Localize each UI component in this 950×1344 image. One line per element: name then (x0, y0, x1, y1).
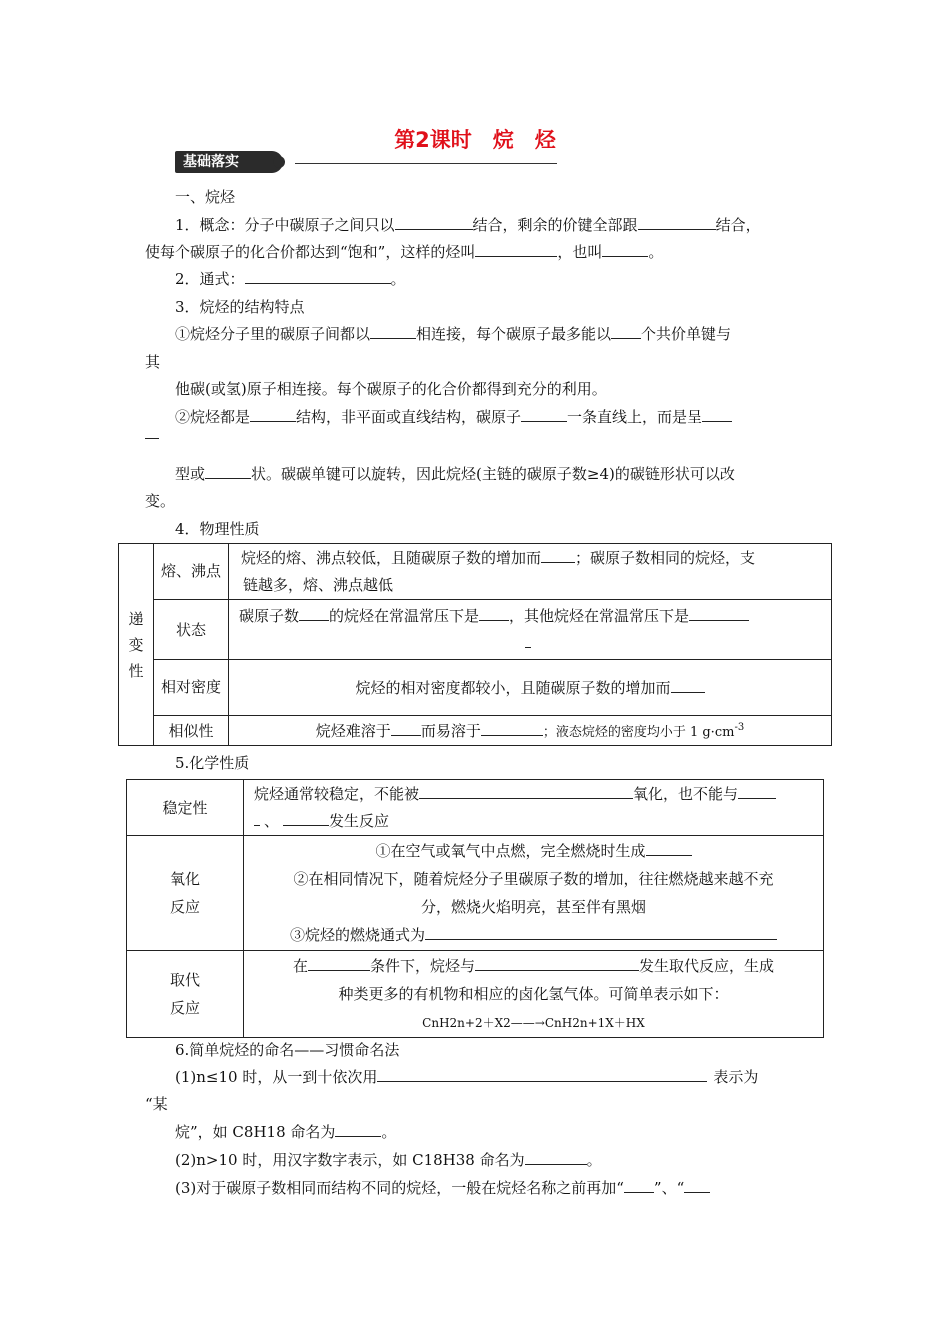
table-cell: 烷烃的熔、沸点较低，且随碳原子数的增加而 ；碳原子数相同的烷烃，支 链越多，熔、沸点越低 (229, 544, 832, 600)
para-naming-1: (1)n≤10 时，从一到十依次用 表示为 (175, 1068, 759, 1086)
blank-field[interactable] (145, 438, 159, 439)
blank-field[interactable] (521, 407, 567, 422)
table-row-header: 状态 (154, 600, 229, 660)
para-structure-1-wrap: 其 (145, 353, 161, 371)
para-structure-2: ②烷烃都是 结构，非平面或直线结构，碳原子 一条直线上，而是呈 (175, 406, 732, 427)
blank-field[interactable] (245, 269, 391, 284)
blank-field[interactable] (395, 215, 473, 230)
blank-field[interactable] (541, 548, 575, 563)
blank-field[interactable] (299, 606, 329, 621)
para-structure-2-cont: 型或 状。碳碳单键可以旋转，因此烷烃(主链的碳原子数≥4)的碳链形状可以改 (175, 465, 735, 483)
table-cell: 烷烃难溶于 而易溶于 ；液态烷烃的密度均小于 1 $g\cdot cm^{-3}$ (229, 716, 832, 746)
blank-field[interactable] (525, 633, 531, 648)
blank-field[interactable] (481, 721, 543, 736)
table-cell: 烷烃通常较稳定，不能被 氧化，也不能与 、 发生反应 (244, 780, 824, 836)
section-heading: 一、烷烃 (175, 188, 236, 206)
table-row-header: 氧化 反应 (127, 836, 244, 951)
blank-field[interactable] (475, 242, 557, 257)
blank-field[interactable] (738, 784, 776, 799)
blank-field[interactable] (689, 606, 749, 621)
page-title: 第2课时 烷 烃 (394, 128, 556, 152)
blank-field[interactable] (611, 324, 641, 339)
section-banner: 基础落实 (175, 151, 283, 173)
para-naming-1-wrap: “某 (145, 1095, 168, 1113)
blank-field[interactable] (391, 721, 421, 736)
table-group-label: 递变性 (119, 544, 154, 746)
chemical-properties-table (126, 779, 824, 1038)
physical-properties-table (118, 543, 832, 746)
blank-field[interactable] (684, 1178, 710, 1193)
table-row-header: 稳定性 (127, 780, 244, 836)
blank-field[interactable] (425, 925, 777, 940)
blank-field[interactable] (283, 811, 329, 826)
para-heading: 6.简单烷烃的命名——习惯命名法 (175, 1041, 400, 1059)
blank-field[interactable] (377, 1067, 707, 1082)
table-row-header: 相似性 (154, 716, 229, 746)
substitution-formula: CnH2n+2＋X2——→CnH2n+1X＋HX (422, 1015, 645, 1030)
para-naming-3: (3)对于碳原子数相同而结构不同的烷烃，一般在烷烃名称之前再加“ ”、“ (175, 1177, 710, 1198)
table-cell: 碳原子数 的烷烃在常温常压下是 ，其他烷烃在常温常压下是 (229, 600, 832, 660)
blank-field[interactable] (205, 464, 251, 479)
blank-field[interactable] (370, 324, 416, 339)
table-row-header: 熔、沸点 (154, 544, 229, 600)
table-cell: ①在空气或氧气中点燃，完全燃烧时生成 ②在相同情况下，随着烷烃分子里碳原子数的增加，往往燃烧越来越不充 分，燃烧火焰明亮，甚至伴有黑烟 ③烷烃的燃烧通式为 (244, 836, 824, 951)
para-structure-1-cont: 他碳(或氢)原子相连接。每个碳原子的化合价都得到充分的利用。 (175, 380, 607, 398)
para-concept-cont: 使每个碳原子的化合价都达到“饱和”，这样的烃叫 ，也叫 。 (145, 243, 664, 261)
para-naming-1-cont: 烷”，如 C8H18 命名为 。 (175, 1123, 397, 1141)
blank-field[interactable] (646, 841, 692, 856)
table-cell: 烷烃的相对密度都较小，且随碳原子数的增加而 (229, 660, 832, 716)
para-structure-1: ①烷烃分子里的碳原子间都以 相连接，每个碳原子最多能以 个共价单键与 (175, 325, 732, 343)
para-formula: 2．通式： 。 (175, 270, 406, 288)
banner-rule (295, 163, 557, 164)
table-row-header: 取代 反应 (127, 951, 244, 1038)
blank-field[interactable] (419, 784, 633, 799)
blank-field[interactable] (671, 678, 705, 693)
blank-field[interactable] (475, 956, 639, 971)
blank-field[interactable] (308, 956, 370, 971)
blank-field[interactable] (525, 1150, 587, 1165)
para-concept: 1．概念：分子中碳原子之间只以 结合，剩余的价键全部跟 结合， (175, 216, 761, 234)
para-heading: 5.化学性质 (175, 754, 250, 772)
blank-field[interactable] (335, 1122, 381, 1137)
blank-field[interactable] (250, 407, 296, 422)
banner-dot-icon (273, 156, 285, 168)
blank-field[interactable] (602, 242, 648, 257)
para-naming-2: (2)n>10 时，用汉字数字表示，如 C18H38 命名为 。 (175, 1151, 602, 1169)
table-cell: 在 条件下，烷烃与 发生取代反应，生成 种类更多的有机物和相应的卤化氢气体。可简单表示如下： CnH2n+2＋X2——→CnH2n+1X＋HX (244, 951, 824, 1038)
blank-field[interactable] (638, 215, 716, 230)
blank-field[interactable] (479, 606, 509, 621)
table-row-header: 相对密度 (154, 660, 229, 716)
para-structure-2-end: 变。 (145, 492, 176, 510)
para-heading: 4．物理性质 (175, 520, 260, 538)
para-heading: 3．烷烃的结构特点 (175, 298, 305, 316)
blank-field[interactable] (702, 407, 732, 422)
blank-field[interactable] (624, 1178, 654, 1193)
